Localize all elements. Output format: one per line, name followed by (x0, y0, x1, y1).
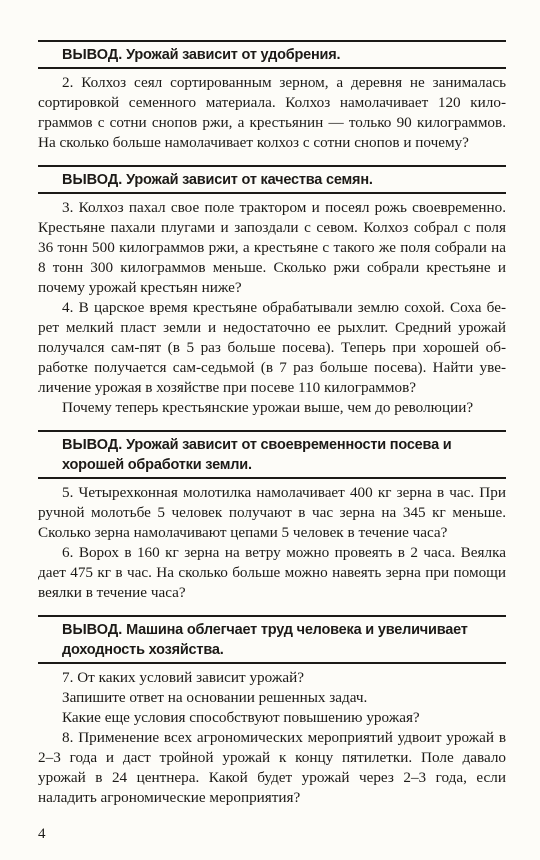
problem-4-question: Почему теперь крестьянские урожаи выше, чем до революции? (62, 399, 474, 416)
conclusion-1 (38, 40, 506, 69)
problem-2: 2. Колхоз сеял сортированным зерном, а деревня не занималась сортировкой семенного материала. Колхоз намолачивает 120 килограммов с сотни снопов ржи, а крестьянин — только 90 килограммов. На сколько больше намолачивает колхоз с сотни снопов и почему? (38, 74, 506, 151)
conclusion-text: Машина облегчает труд человека и увеличивает доходность хозяйства. (62, 622, 468, 658)
problem-block-7-8 (38, 664, 506, 808)
conclusion-3 (38, 430, 506, 479)
problem-block-3-4 (38, 194, 506, 430)
problem-block-2 (38, 69, 506, 165)
conclusion-4 (38, 615, 506, 664)
conclusion-label: ВЫВОД. (62, 622, 123, 638)
problem-3: 3. Колхоз пахал свое поле трактором и посеял рожь своевременно. Крестьяне пахали плугами и запоздали с севом. Колхоз собрал с поля 36 тонн 500 килограммов ржи, а крестьяне с такого же поля собрали на 8 тонн 300 килограммов меньше. Сколько ржи собрали крестьяне и почему урожай крестьян ниже? (38, 199, 506, 296)
page-number: 4 (38, 826, 46, 842)
problem-5: 5. Четырехконная молотилка намолачивает 400 кг зерна в час. При ручной молотьбе 5 человек получают в час зерна на 345 кг меньше. Сколько зерна намолачивают цепами 5 человек в течение часа? (38, 484, 506, 541)
problem-8: 8. Применение всех агрономических мероприятий удвоит урожай в 2–3 года и даст тройной урожай к концу пятилетки. Поле давало урожай в 24 центнера. Какой будет урожай через 2–3 года, если наладить агрономические мероприятия? (38, 729, 506, 806)
conclusion-label: ВЫВОД. (62, 47, 123, 63)
problem-6: 6. Ворох в 160 кг зерна на ветру можно провеять в 2 часа. Веялка дает 475 кг в час. На сколько больше можно навеять зерна при помощи веялки в течение часа? (38, 544, 506, 601)
conclusion-2 (38, 165, 506, 194)
problem-7: 7. От каких условий зависит урожай? (62, 669, 304, 686)
conclusion-text: Урожай зависит от своевременности посева и хорошей обработки земли. (62, 437, 452, 473)
problem-4: 4. В царское время крестьяне обрабатывали землю сохой. Соха берет мелкий пласт земли и недостаточно ее рыхлит. Средний урожай получался сам-пят (в 5 раз больше посева). Теперь при хорошей обработке получается сам-седьмой (в 7 раз больше посева). Найти увеличение урожая в хозяйстве при посеве 110 килограммов? (38, 299, 506, 396)
problem-7-question: Какие еще условия способствуют повышению урожая? (62, 709, 420, 726)
problem-block-5-6 (38, 479, 506, 615)
conclusion-label: ВЫВОД. (62, 437, 123, 453)
conclusion-label: ВЫВОД. (62, 172, 123, 188)
conclusion-text: Урожай зависит от удобрения. (122, 47, 341, 63)
page-content (38, 40, 506, 808)
conclusion-text: Урожай зависит от качества семян. (122, 172, 373, 188)
problem-7-instruction: Запишите ответ на основании решенных задач. (62, 689, 368, 706)
